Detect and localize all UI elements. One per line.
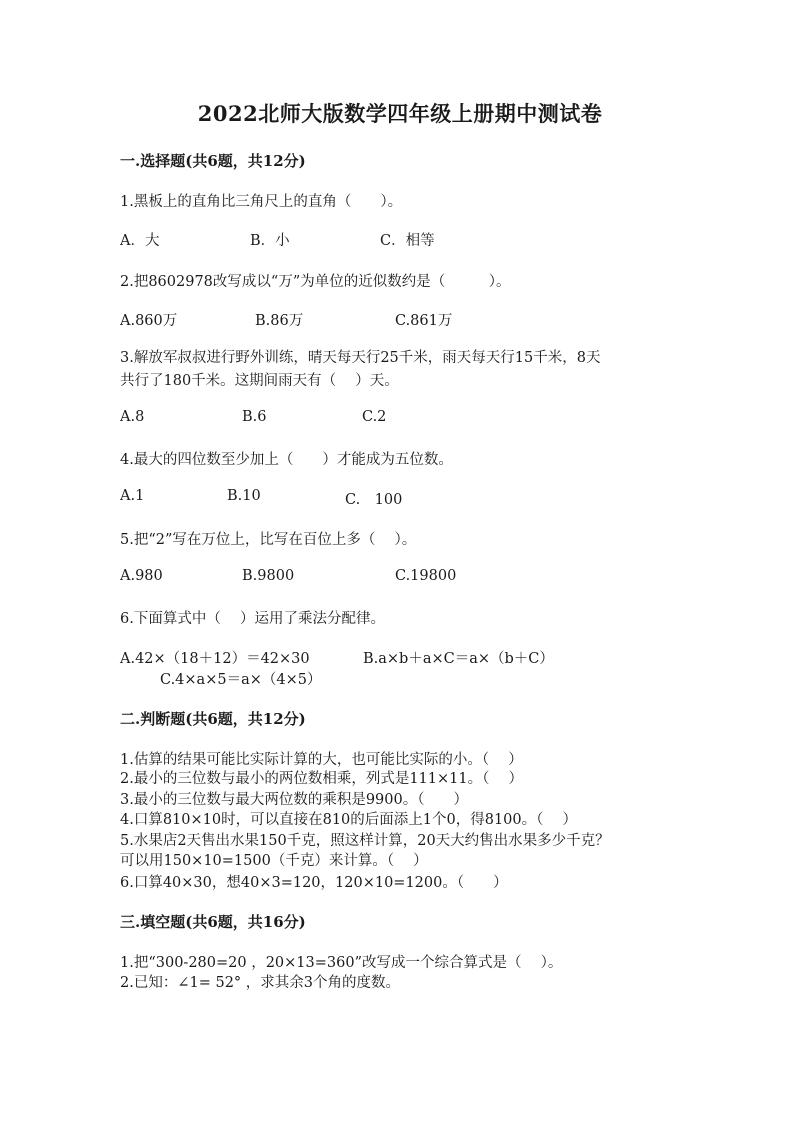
statement-line: 可以用150×10=1500（千克）来计算。（ ）	[120, 853, 428, 869]
statement-line: 2.最小的三位数与最小的两位数相乘，列式是111×11。（ ）	[120, 771, 523, 787]
statement-line: 1.估算的结果可能比实际计算的大，也可能比实际的小。（ ）	[120, 752, 523, 768]
statement-line: 4.口算810×10时，可以直接在810的后面添上1个0，得8100。（ ）	[120, 812, 577, 828]
option-a: A.42×（18＋12）＝42×30	[120, 651, 310, 667]
option-c: C.19800	[395, 568, 457, 584]
question-stem-line: 3.解放军叔叔进行野外训练，晴天每天行25千米，雨天每天行15千米，8天	[120, 350, 601, 366]
section-heading-fillblank: 三.填空题(共6题，共16分)	[120, 913, 306, 931]
option-c: C.861万	[395, 313, 453, 329]
option-c: C.2	[362, 409, 387, 425]
option-c: C.4×a×5＝a×（4×5）	[160, 672, 322, 688]
question-stem: 2.把8602978改写成以“万”为单位的近似数约是（ ）。	[120, 274, 511, 290]
question-line: 2.已知：∠1= 52° ，求其余3个角的度数。	[120, 975, 401, 991]
option-b: B．小	[250, 233, 290, 249]
question-stem-line: 共行了180千米。这期间雨天有（ ）天。	[120, 373, 399, 389]
statement-line: 5.水果店2天售出水果150千克，照这样计算，20天大约售出水果多少千克？	[120, 833, 610, 849]
question-stem: 4.最大的四位数至少加上（ ）才能成为五位数。	[120, 452, 453, 468]
option-c: C．相等	[380, 233, 435, 249]
option-a: A.860万	[120, 313, 178, 329]
option-b: B.6	[242, 409, 267, 425]
option-c: C. 100	[345, 492, 403, 508]
statement-line: 6.口算40×30，想40×3=120，120×10=1200。（ ）	[120, 875, 508, 891]
option-a: A.8	[120, 409, 145, 425]
question-stem: 5.把“2”写在万位上，比写在百位上多（ ）。	[120, 532, 417, 548]
page-title: 2022北师大版数学四年级上册期中测试卷	[197, 101, 603, 126]
question-stem: 1.黑板上的直角比三角尺上的直角（ ）。	[120, 194, 403, 210]
option-b: B.a×b＋a×C＝a×（b＋C）	[363, 651, 554, 667]
question-stem: 6.下面算式中（ ）运用了乘法分配律。	[120, 611, 385, 627]
statement-line: 3.最小的三位数与最大两位数的乘积是9900。（ ）	[120, 792, 468, 808]
option-b: B.10	[227, 488, 261, 504]
section-heading-choice: 一.选择题(共6题，共12分)	[120, 152, 306, 170]
option-a: A.980	[120, 568, 163, 584]
option-a: A.1	[120, 488, 145, 504]
option-a: A．大	[120, 233, 160, 249]
question-line: 1.把“300-280=20 ，20×13=360”改写成一个综合算式是（ ）。	[120, 955, 563, 971]
section-heading-truefalse: 二.判断题(共6题，共12分)	[120, 710, 306, 728]
option-b: B.86万	[255, 313, 304, 329]
option-b: B.9800	[242, 568, 295, 584]
